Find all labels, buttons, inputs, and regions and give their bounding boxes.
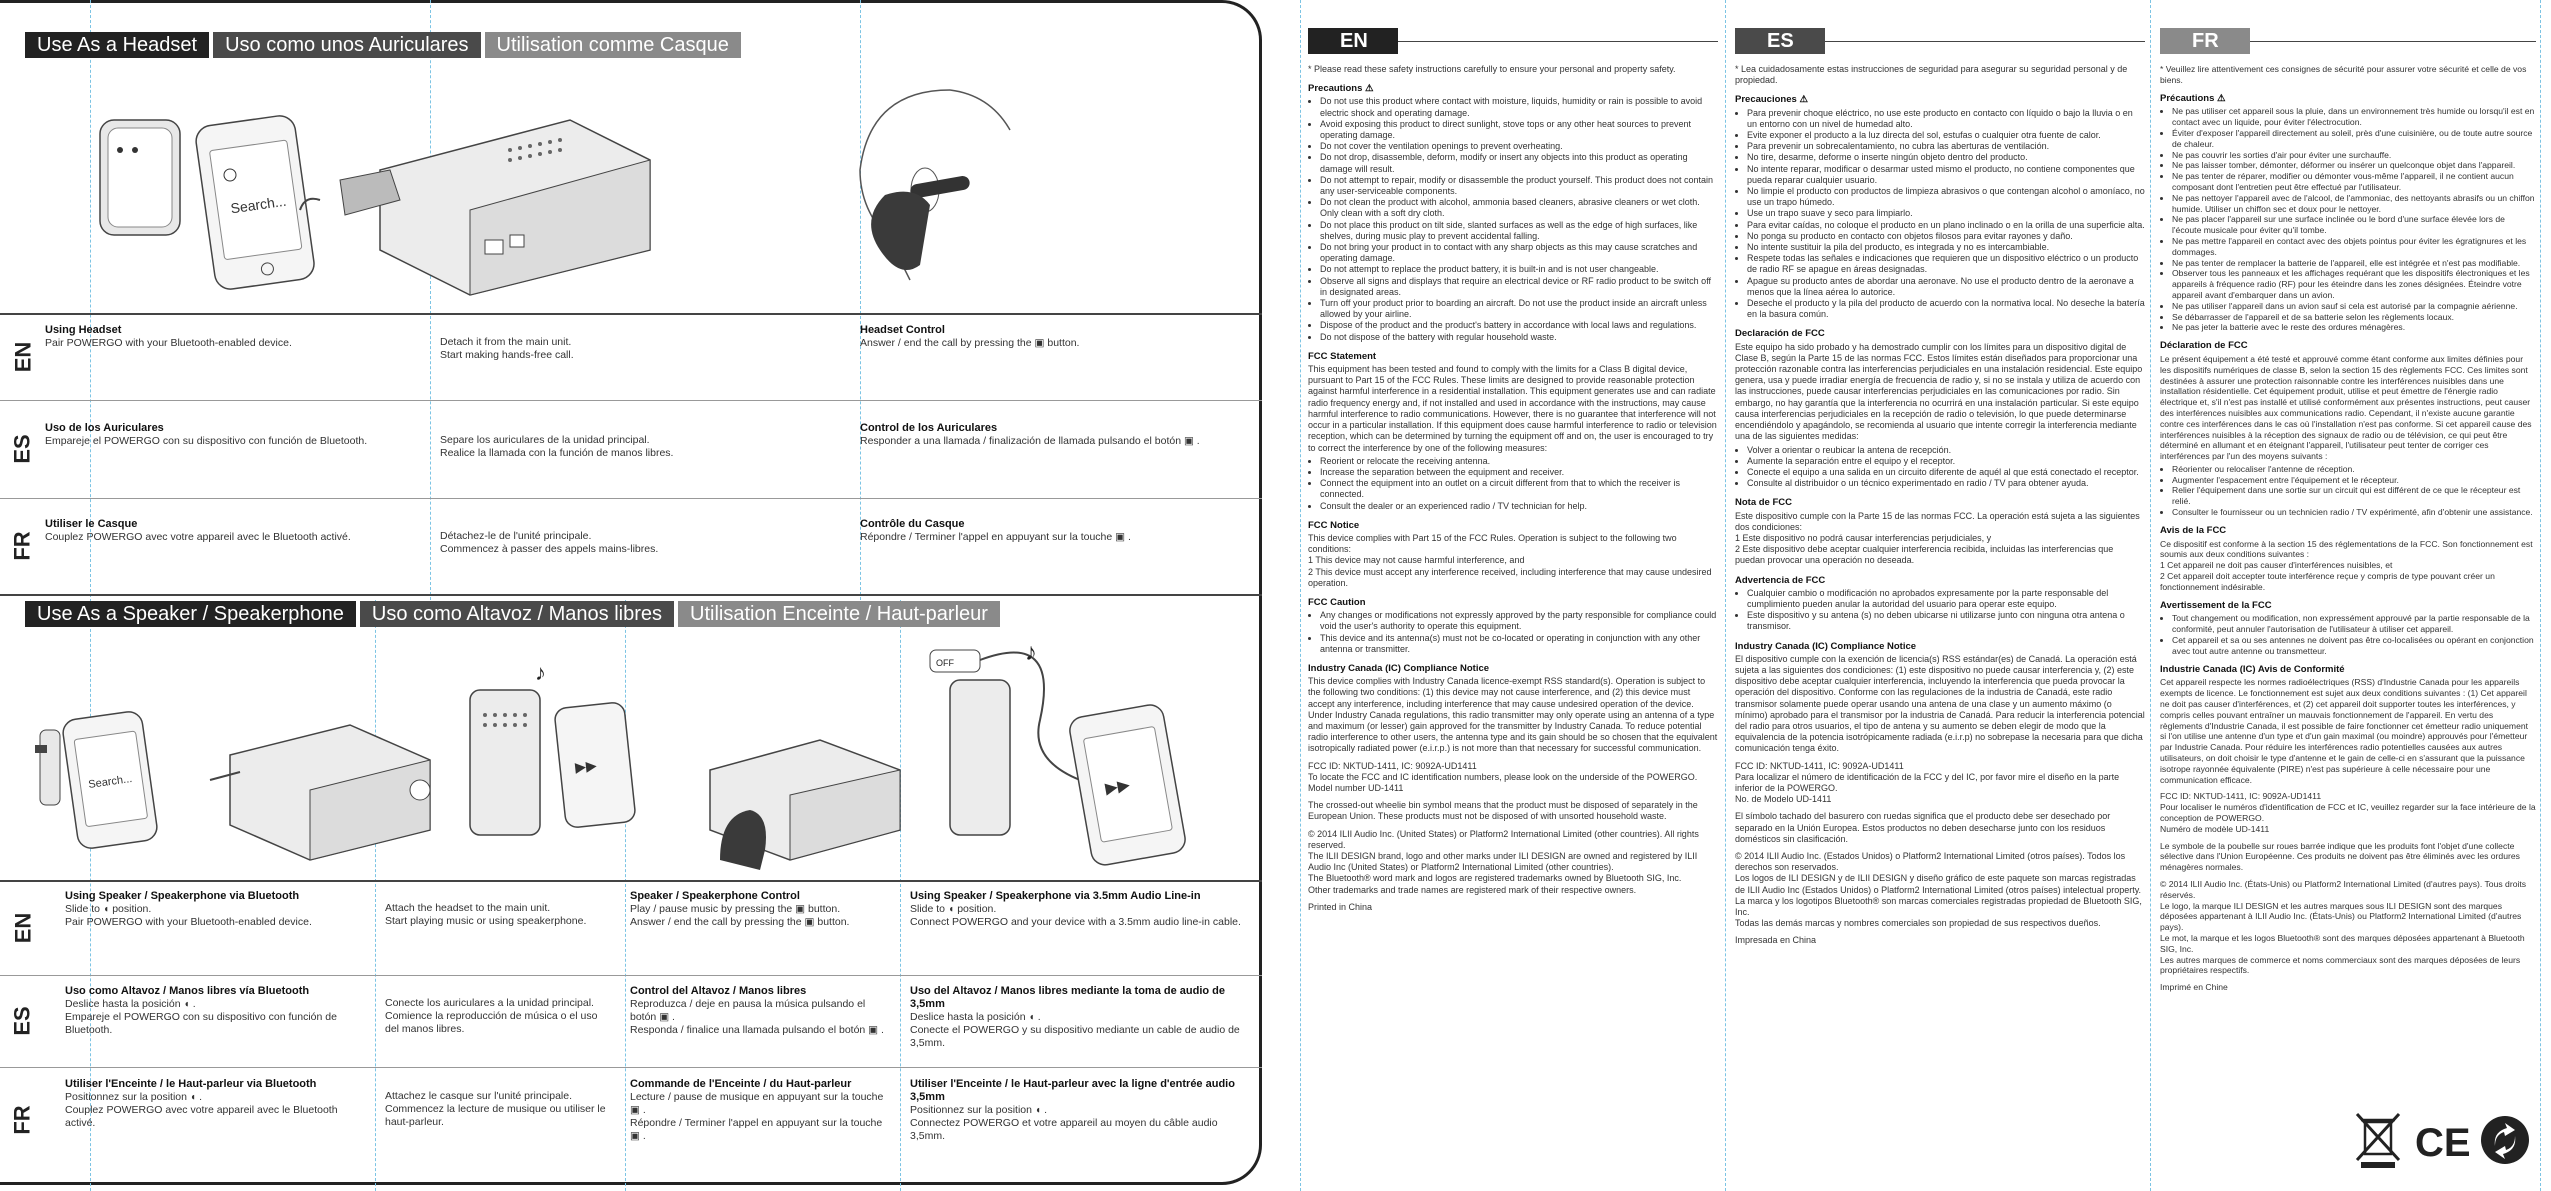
phone-icon [194,114,316,291]
speaker-es-control: Control del Altavoz / Manos libres Reproduzca / deje en pausa la música pulsando el botón ▣ . Responda / finalice una llamada pulsando el botón ▣ . [630,985,884,1036]
lang-heading-es: ES [1735,28,1825,54]
row-divider [0,313,1262,315]
speaker-es-bt: Uso como Altavoz / Manos libres vía Bluetooth Deslice hasta la posición ◖ . Empareje el POWERGO con su dispositivo con función de Bluetooth. [65,985,337,1036]
speaker-es-linein: Uso del Altavoz / Manos libres mediante la toma de audio de 3,5mm Deslice hasta la posición ◖ . Conecte el POWERGO y su dispositivo mediante un cable de audio de 3,5mm. [910,985,1240,1049]
phone-icon [61,710,158,850]
speaker-tab-fr: Utilisation Enceinte / Haut-parleur [678,601,1000,627]
usage-panel [0,0,1270,1191]
column-fr [2160,28,2536,999]
switch-label: OFF [936,658,954,668]
guide-line [2150,0,2151,1191]
headset-fr-detach: Détachez-le de l'unité principale. Commencez à passer des appels mains-libres. [440,530,659,555]
lang-label-en: EN [10,912,35,943]
speaker-fr-control: Commande de l'Enceinte / du Haut-parleur Lecture / pause de musique en appuyant sur la touche ▣ . Répondre / Terminer l'appel en appuyant sur la touche ▣ . [630,1078,884,1142]
headset-tab-fr: Utilisation comme Casque [485,32,741,58]
speaker-with-cable-icon [930,639,1080,835]
row-divider [0,498,1262,499]
fr-body: * Veuillez lire attentivement ces consignes de sécurité pour assurer votre sécurité et celle de vos biens. Précautions ⚠ • Ne pas utiliser cet appareil sous la pluie, dans un environnement très humide ou lorsqu'il est en contact avec un liquide, pour éviter l'électrocution. • Éviter d'exposer l'appareil directement au soleil, près d'une cuisinière, ou de toute autre source de chaleur. • Ne pas couvrir les sorties d'air pour éviter une surchauffe. • Ne pas laisser tomber, démonter, déformer ou insérer un quelconque objet dans l'appareil. • Ne pas tenter de réparer, modifier ou démonter vous-même l'appareil, il ne contient aucun composant dont l'entretien peut être effectué par l'utilisateur. • Ne pas nettoyer l'appareil avec de l'alcool, de l'ammoniac, des nettoyants abrasifs ou un chiffon humide. Utiliser un chiffon sec et doux pour le nettoyer. • Ne pas placer l'appareil sur une surface inclinée ou le bord d'une surface élevée lors de l'écoute musicale pour éviter qu'il tombe. • Ne pas mettre l'appareil en contact avec des objets pointus pour éviter les égratignures et les dommages. • Ne pas tenter de remplacer la batterie de l'appareil, elle est intégrée et n'est pas modifiable. • Observer tous les panneaux et les affichages requérant que les dispositifs électroniques et les appareils à fréquence radio (RF) pour les éteindre dans les zones désignées. Éteindre votre appareil avant d'embarquer dans un avion. • Ne pas utiliser l'appareil dans un avion sauf si cela est autorisé par la compagnie aérienne. • Se débarrasser de l'appareil et de sa batterie selon les règlements locaux. • Ne pas jeter la batterie avec le reste des ordures ménagères. Déclaration de FCC Le présent équipement a été testé et approuvé comme étant conforme aux limites définies pour les dispositifs numériques de classe B, selon la section 15 des règlements FCC. Ces limites sont destinées à assurer une protection raisonnable contre les interférences nuisibles dans une installation résidentielle. Cet équipement produit, utilise et peut émettre de l'énergie radio électrique et, s'il n'est pas installé et utilisé conformément aux présentes instructions, peut causer des interférences nuisibles aux communications radio. Cependant, il n'existe aucune garantie contre ces interférences dans le cas où l'installation n'est pas conforme. Si cet appareil cause des interférences nuisibles à la réception des signaux de radio ou de télévision, ce qui peut être déterminé en allumant et en éteignant l'appareil, l'utilisateur peut tenter de corriger ces interférences par l'un des moyens suivants : • Réorienter ou relocaliser l'antenne de réception. • Augmenter l'espacement entre l'équipement et le récepteur. • Relier l'équipement dans une sortie sur un circuit qui est différent de ce que le récepteur est relié. • Consulter le fournisseur ou un technicien radio / TV expérimenté, afin d'obtenir une assistance. Avis de la FCC Ce dispositif est conforme à la section 15 des réglementations de la FCC. Son fonctionnement est soumis aux deux conditions suivantes : 1 Cet appareil ne doit pas causer d'interférences nuisibles, et 2 Cet appareil doit accepter toute interférence reçue y compris de type pouvant créer un fonctionnement indésirable. Avertissement de la FCC • Tout changement ou modification, non expressément approuvé par la partie responsable de la conformité, peut annuler l'autorisation de l'utilisateur à utiliser cet appareil. • Cet appareil et sa ou ses antennes ne doivent pas être co-localisées ou opérant en conjonction avec tout autre antenne ou transmetteur. Industrie Canada (IC) Avis de Conformité Cet appareil respecte les normes radioélectriques (RSS) d'Industrie Canada pour les appareils exempts de licence. Le fonctionnement est sujet aux deux conditions suivantes : (1) Cet appareil ne doit pas causer d'interférences, et (2) cet appareil doit supporter toutes les interférences, y compris celles pouvant entraîner un mauvais fonctionnement de l'appareil. En vertu des règlements d'Industrie Canada, il est possible de faire fonctionner cet émetteur radio uniquement si l'on utilise une antenne d'un type et d'un gain maximal (ou moindre) approuvés pour l'émetteur par Industrie Canada. Pour réduire les interférences radio potentielles causées aux autres utilisateurs, on doit choisir le type d'antenne et le gain de celle-ci en s'assurant que la puissance isotrope rayonnée équivalente (PIRE) n'est pas supérieure à celle nécessaire pour une communication efficace. FCC ID: NKTUD-1411, IC: 9092A-UD1411 Pour localiser le numéros d'identification de FCC et IC, veuillez regarder sur la face intérieure de la conception de POWERGO. Numéro de modèle UD-1411 Le symbole de la poubelle sur roues barrée indique que les produits font l'objet d'une collecte sélective dans l'Union Européenne. Ces produits ne doivent pas être éliminés avec les ordures ménagères normales. © 2014 ILII Audio Inc. (États-Unis) ou Platform2 International Limited (d'autres pays). Tous droits réservés. Le logo, la marque ILI DESIGN et les autres marques sous ILI DESIGN sont des marques déposées appartenant à ILII Audio Inc. (États-Unis) ou Platform2 International Limited (d'autres pays). Le mot, la marque et les logos Bluetooth® sont des marques déposées appartenant à Bluetooth SIG, Inc. Les autres marques de commerce et noms commerciaux sont des marques déposées de leurs propriétaires respectifs. Imprimé en Chine [2160,64,2536,993]
compliance-marks [2355,1110,2535,1170]
en-precautions-list: • Do not use this product where contact with moisture, liquids, humidity or rain is possible to avoid electric shock and operating damage. • Avoid exposing this product to direct sunlight, stove tops or any other heat sources to prevent operating damage. • Do not cover the ventilation openings to prevent overheating. • Do not drop, disassemble, deform, modify or insert any objects into this product as operating damage will result. • Do not attempt to repair, modify or disassemble the product yourself. This product does not contain any user-serviceable components. • Do not clean the product with alcohol, ammonia based cleaners, abrasive cleaners or wet cloth. Only clean with a soft dry cloth. • Do not place this product on tilt side, slanted surfaces as well as the edge of high surfaces, like shelves, during music play to prevent accidental falling. • Do not bring your product in to contact with any sharp objects as this may cause scratches and operating damage. • Do not attempt to replace the product battery, it is built-in and is not user changeable. • Observe all signs and displays that require an electrical device or RF radio product to be switch off in designated areas. • Turn off your product prior to boarding an aircraft. Do not use the product inside an aircraft unless allowed by your airline. • Dispose of the product and the product's battery in accordance with local laws and regulations. • Do not dispose of the battery with regular household waste. [1308,96,1718,342]
speaker-fr-linein: Utiliser l'Enceinte / le Haut-parleur avec la ligne d'entrée audio 3,5mm Positionnez sur la position ◖ . Connectez POWERGO et votre appareil au moyen du câble audio 3,5mm. [910,1078,1235,1142]
speaker-en-attach: Attach the headset to the main unit. Start playing music or using speakerphone. [385,902,587,927]
speaker-fr-attach: Attachez le casque sur l'unité principale. Commencez la lecture de musique ou utiliser le haut-parleur. [385,1090,606,1128]
headset-tab-es: Uso como unos Auriculares [213,32,480,58]
speaker-fr-bt: Utiliser l'Enceinte / le Haut-parleur via Bluetooth Positionnez sur la position ◖ . Couplez POWERGO avec votre appareil avec le Bluetooth activé. [65,1078,338,1129]
row-divider [0,594,1262,596]
guide-line [1300,0,1301,1191]
headset-device-icon [100,120,180,235]
row-divider [0,1067,1262,1068]
lang-label-en: EN [10,341,35,372]
guide-line [1725,0,1726,1191]
heading-rule [1825,41,2145,42]
headset-es-using: Uso de los Auriculares Empareje el POWERGO con su dispositivo con función de Bluetooth. [45,422,368,447]
headset-fr-using: Utiliser le Casque Couplez POWERGO avec votre appareil avec le Bluetooth activé. [45,518,351,543]
es-precautions-title: Precauciones ⚠ [1735,94,1808,106]
speaker-en-linein: Using Speaker / Speakerphone via 3.5mm Audio Line-in Slide to ◖ position. Connect POWERGO and your device with a 3.5mm audio line-in cable. [910,890,1241,928]
speaker-es-attach: Conecte los auriculares a la unidad principal. Comience la reproducción de música o el uso del manos libres. [385,997,598,1035]
headset-en-detach: Detach it from the main unit. Start making hands-free call. [440,336,574,361]
headset-device-icon [35,730,60,805]
lang-label-fr: FR [9,531,35,561]
speaker-unit-icon [470,660,546,835]
power-unit-icon [210,725,430,860]
play-pause-icon: ▶▶ [1103,776,1132,798]
column-es [1735,28,2145,953]
speaker-en-bt: Using Speaker / Speakerphone via Bluetooth Slide to ◖ position. Pair POWERGO with your Bluetooth-enabled device. [65,890,312,928]
play-pause-icon: ▶▶ [574,756,598,776]
warning-icon: ⚠ [2217,92,2226,104]
row-divider [0,880,1262,882]
speaker-tab-en: Use As a Speaker / Speakerphone [25,601,356,627]
search-label: Search... [229,192,288,217]
en-body: * Please read these safety instructions carefully to ensure your personal and property safety. Precautions ⚠ • Do not use this product where contact with moisture, liquids, humidity or rain is possible to avoid electric shock and operating damage. • Avoid exposing this product to direct sunlight, stove tops or any other heat sources to prevent operating damage. • Do not cover the ventilation openings to prevent overheating. • Do not drop, disassemble, deform, modify or insert any objects into this product as operating damage will result. • Do not attempt to repair, modify or disassemble the product yourself. This product does not contain any user-serviceable components. • Do not clean the product with alcohol, ammonia based cleaners, abrasive cleaners or wet cloth. Only clean with a soft dry cloth. • Do not place this product on tilt side, slanted surfaces as well as the edge of high surfaces, like shelves, during music play to prevent accidental falling. • Do not bring your product in to contact with any sharp objects as this may cause scratches and operating damage. • Do not attempt to replace the product battery, it is built-in and is not user changeable. • Observe all signs and displays that require an electrical device or RF radio product to be switch off in designated areas. • Turn off your product prior to boarding an aircraft. Do not use the product inside an aircraft unless allowed by your airline. • Dispose of the product and the product's battery in accordance with local laws and regulations. • Do not dispose of the battery with regular household waste. FCC Statement This equipment has been tested and found to comply with the limits for a Class B digital device, pursuant to Part 15 of the FCC Rules. These limits are designed to provide reasonable protection against harmful interference in a residential installation. This equipment generates use and can radiate radio frequency energy and, if not installed and used in accordance with the instructions, may cause harmful interference to radio communications. However, there is no guarantee that interference will not occur in a particular installation. If this equipment does cause harmful interference to radio or television reception, which can be determined by turning the equipment off and on, the user is encouraged to try to correct the interference by one of the following measures: • Reorient or relocate the receiving antenna. • Increase the separation between the equipment and receiver. • Connect the equipment into an outlet on a circuit different from that to which the receiver is connected. • Consult the dealer or an experienced radio / TV technician for help. FCC Notice This device complies with Part 15 of the FCC Rules. Operation is subject to the following two conditions: 1 This device may not cause harmful interference, and 2 This device must accept any interference received, including interference that may cause undesired operation. FCC Caution • Any changes or modifications not expressly approved by the party responsible for compliance could void the user's authority to operate this equipment. • This device and its antenna(s) must not be co-located or operating in conjunction with any other antenna or transmitter. Industry Canada (IC) Compliance Notice This device complies with Industry Canada licence-exempt RSS standard(s). Operation is subject to the following two conditions: (1) this device may not cause interference, and (2) this device must accept any interference, including interference that may cause undesired operation of the device. Under Industry Canada regulations, this radio transmitter may only operate using an antenna of a type and maximum (or lesser) gain approved for the transmitter by Industry Canada. To reduce potential radio interference to other users, the antenna type and its gain should be so chosen that the equivalent isotropically radiated power (e.i.r.p.) is not more than that necessary for successful communication. FCC ID: NKTUD-1411, IC: 9092A-UD1411 To locate the FCC and IC identification numbers, please look on the underside of the POWERGO. Model number UD-1411 The crossed-out wheelie bin symbol means that the product must be disposed of separately in the European Union. These products must not be disposed of with unsorted household waste. © 2014 ILII Audio Inc. (United States) or Platform2 International Limited (other countries). All rights reserved. The ILII DESIGN brand, logo and other marks under ILI DESIGN are owned and registered by ILII Audio Inc (United States) or Platform2 International Limited (other countries). The Bluetooth® word mark and logos are registered trademarks owned by Bluetooth SIG, Inc. Other trademarks and trade names are registered mark of their respective owners. Printed in China [1308,64,1718,913]
row-divider [0,975,1262,976]
recycle-icon [2481,1116,2529,1164]
search-label: Search... [87,772,133,791]
lang-heading-en: EN [1308,28,1398,54]
headset-tabs [25,32,745,58]
guide-line [2540,0,2541,1191]
head-with-headset-icon [860,90,1010,280]
speaker-en-control: Speaker / Speakerphone Control Play / pause music by pressing the ▣ button. Answer / end the call by pressing the ▣ button. [630,890,850,928]
row-divider [0,400,1262,401]
fr-precautions-title: Précautions ⚠ [2160,92,2226,104]
headset-en-using: Using Headset Pair POWERGO with your Bluetooth-enabled device. [45,324,292,349]
speaker-tabs [25,601,1004,627]
crossed-bin-icon [2357,1114,2399,1168]
music-note-icon: ♪ [535,660,546,685]
heading-rule [2250,41,2536,42]
phone-icon [554,702,636,829]
headset-tab-en: Use As a Headset [25,32,209,58]
fr-precautions-list: • Ne pas utiliser cet appareil sous la pluie, dans un environnement très humide ou lorsqu'il est en contact avec un liquide, pour éviter l'électrocution. • Éviter d'exposer l'appareil directement au soleil, près d'une cuisinière, ou de toute autre source de chaleur. • Ne pas couvrir les sorties d'air pour éviter une surchauffe. • Ne pas laisser tomber, démonter, déformer ou insérer un quelconque objet dans l'appareil. • Ne pas tenter de réparer, modifier ou démonter vous-même l'appareil, il ne contient aucun composant dont l'entretien peut être effectué par l'utilisateur. • Ne pas nettoyer l'appareil avec de l'alcool, de l'ammoniac, des nettoyants abrasifs ou un chiffon humide. Utiliser un chiffon sec et doux pour le nettoyer. • Ne pas placer l'appareil sur une surface inclinée ou le bord d'une surface élevée lors de l'écoute musicale pour éviter qu'il tombe. • Ne pas mettre l'appareil en contact avec des objets pointus pour éviter les égratignures et les dommages. • Ne pas tenter de remplacer la batterie de l'appareil, elle est intégrée et n'est pas modifiable. • Observer tous les panneaux et les affichages requérant que les dispositifs électroniques et les appareils à fréquence radio (RF) pour les éteindre dans les zones désignées. Éteindre votre appareil avant d'embarquer dans un avion. • Ne pas utiliser l'appareil dans un avion sauf si cela est autorisé par la compagnie aérienne. • Se débarrasser de l'appareil et de sa batterie selon les règlements locaux. • Ne pas jeter la batterie avec le reste des ordures ménagères. [2160,106,2536,333]
en-precautions-title: Precautions ⚠ [1308,83,1374,95]
lang-label-es: ES [9,1006,35,1036]
heading-rule [1398,41,1718,42]
es-body: * Lea cuidadosamente estas instrucciones de seguridad para asegurar su seguridad personal y de propiedad. Precauciones ⚠ • Para prevenir choque eléctrico, no use este producto en contacto con líquido o bajo la lluvia o en un entorno con un nivel de humedad alto. • Evite exponer el producto a la luz directa del sol, estufas o cualquier otra fuente de calor. • Para prevenir un sobrecalentamiento, no cubra las aberturas de ventilación. • No tire, desarme, deforme o inserte ningún objeto dentro del producto. • No intente reparar, modificar o desarmar usted mismo el producto, no contiene componentes que pueda reparar cualquier usuario. • No limpie el producto con productos de limpieza abrasivos o que contengan alcohol o amoníaco, no use un trapo húmedo. • Use un trapo suave y seco para limpiarlo. • Para evitar caídas, no coloque el producto en un plano inclinado o en la orilla de una superficie alta. • No ponga su producto en contacto con objetos filosos para evitar rayones y daño. • No intente sustituir la pila del producto, es integrada y no es intercambiable. • Respete todas las señales e indicaciones que requieren que un dispositivo eléctrico o un producto de radio RF se apague en áreas designadas. • Apague su producto antes de abordar una aeronave. No use el producto dentro de la aeronave a menos que la línea aérea lo autorice. • Deseche el producto y la pila del producto de acuerdo con la normativa local. No deseche la batería en la basura común. Declaración de FCC Este equipo ha sido probado y ha demostrado cumplir con los límites para un dispositivo digital de Clase B, según la Parte 15 de las normas FCC. Estos límites están diseñados para proporcionar una protección razonable contra las interferencias perjudiciales en una instalación residencial. Este equipo genera, usa y puede irradiar energía de frecuencia de radio y, si no se instala y utiliza de acuerdo con las instrucciones, puede causar interferencias perjudiciales en las comunicaciones por radio. Sin embargo, no hay garantía que la interferencia no ocurrirá en una instalación particular. Si este equipo causa interferencias perjudiciales en la recepción de radio o televisión, lo que puede determinarse encendiéndolo y apagándolo, se recomienda al usuario que intente corregir la interferencia mediante una de las siguientes medidas: • Volver a orientar o reubicar la antena de recepción. • Aumente la separación entre el equipo y el receptor. • Conecte el equipo a una salida en un circuito diferente de aquél al que está conectado el receptor. • Consulte al distribuidor o un técnico experimentado en radio / TV para obtener ayuda. Nota de FCC Este dispositivo cumple con la Parte 15 de las normas FCC. La operación está sujeta a las siguientes dos condiciones: 1 Este dispositivo no podrá causar interferencias perjudiciales, y 2 Este dispositivo debe aceptar cualquier interferencia recibida, incluidas las interferencias que puedan provocar una operación no deseada. Advertencia de FCC • Cualquier cambio o modificación no aprobados expresamente por la parte responsable del cumplimiento pueden anular la autoridad del usuario para operar este equipo. • Este dispositivo y su antena (s) no deben ubicarse ni utilizarse junto con ninguna otra antena o transmisor. Industry Canada (IC) Compliance Notice El dispositivo cumple con la exención de licencia(s) RSS estándar(es) de Canadá. La operación está sujeta a las siguientes dos condiciones: (1) este dispositivo no puede causar interferencia y, (2) este dispositivo debe aceptar cualquier interferencia, incluyendo la interferencia que pueda provocar la operación del dispositivo. Conforme con las regulaciones de la industria de Canadá, este radio transmisor solamente puede operar usando una antena de una clase y un aumento máximo (o mínimo) aprobado para el transmisor por la industria de Canadá. Para reducir la interferencia potencial del radio para otros usuarios, el tipo de antena y su aumento se deben elegir de modo que la equivalencia de la potencia isotrópicamente radiada (e.i.r.p) no sobrepase la necesaria para que dicha comunicación tenga éxito. FCC ID: NKTUD-1411, IC: 9092A-UD1411 Para localizar el número de identificación de la FCC y del IC, por favor mire el diseño en la parte inferior de la POWERGO. No. de Modelo UD-1411 El símbolo tachado del basurero con ruedas significa que el producto debe ser desechado por separado en la Unión Europea. Estos productos no deben desecharse junto con los residuos domésticos sin clasificación. © 2014 ILII Audio Inc. (Estados Unidos) o Platform2 International Limited (otros países). Todos los derechos son reservados. Los logos de ILI DESIGN y de ILII DESIGN y diseño gráfico de este paquete son marcas registradas de ILII Audio Inc (Estados Unidos) o Platform2 International Limited (otros países) intelectual property. La marca y los logotipos Bluetooth® son marcas comerciales registradas propiedad de Bluetooth SIG, Inc. Todas las demás marcas y nombres comerciales son propiedad de sus respectivos dueños. Impresada en China [1735,64,2145,947]
lang-label-fr: FR [9,1104,35,1135]
speaker-tab-es: Uso como Altavoz / Manos libres [360,601,674,627]
headset-illustration [90,80,1090,300]
music-note-icon: ♪ [1025,639,1037,666]
lang-heading-fr: FR [2160,28,2250,54]
power-unit-icon [300,120,650,295]
es-precautions-list: • Para prevenir choque eléctrico, no use este producto en contacto con líquido o bajo la lluvia o en un entorno con un nivel de humedad alto. • Evite exponer el producto a la luz directa del sol, estufas o cualquier otra fuente de calor. • Para prevenir un sobrecalentamiento, no cubra las aberturas de ventilación. • No tire, desarme, deforme o inserte ningún objeto dentro del producto. • No intente reparar, modificar o desarmar usted mismo el producto, no contiene componentes que pueda reparar cualquier usuario. • No limpie el producto con productos de limpieza abrasivos o que contengan alcohol o amoníaco, no use un trapo húmedo. • Use un trapo suave y seco para limpiarlo. • Para evitar caídas, no coloque el producto en un plano inclinado o en la orilla de una superficie alta. • No ponga su producto en contacto con objetos filosos para evitar rayones y daño. • No intente sustituir la pila del producto, es integrada y no es intercambiable. • Respete todas las señales e indicaciones que requieren que un dispositivo eléctrico o un producto de radio RF se apague en áreas designadas. • Apague su producto antes de abordar una aeronave. No use el producto dentro de la aeronave a menos que la línea aérea lo autorice. • Deseche el producto y la pila del producto de acuerdo con la normativa local. No deseche la batería en la basura común. [1735,108,2145,321]
column-en [1308,28,1718,919]
headset-fr-control: Contrôle du Casque Répondre / Terminer l'appel en appuyant sur la touche ▣ . [860,518,1131,543]
phone-icon [1068,703,1188,867]
lang-label-es: ES [9,434,35,464]
headset-es-detach: Separe los auriculares de la unidad principal. Realice la llamada con la función de manos libres. [440,434,674,459]
ce-mark-icon: CE [2415,1121,2471,1165]
warning-icon: ⚠ [1365,83,1374,95]
headset-en-control: Headset Control Answer / end the call by pressing the ▣ button. [860,324,1080,349]
headset-es-control: Control de los Auriculares Responder a una llamada / finalización de llamada pulsando el botón ▣ . [860,422,1200,447]
warning-icon: ⚠ [1799,94,1808,106]
speaker-illustration [30,630,1260,870]
power-unit-with-hand-icon [710,740,900,870]
